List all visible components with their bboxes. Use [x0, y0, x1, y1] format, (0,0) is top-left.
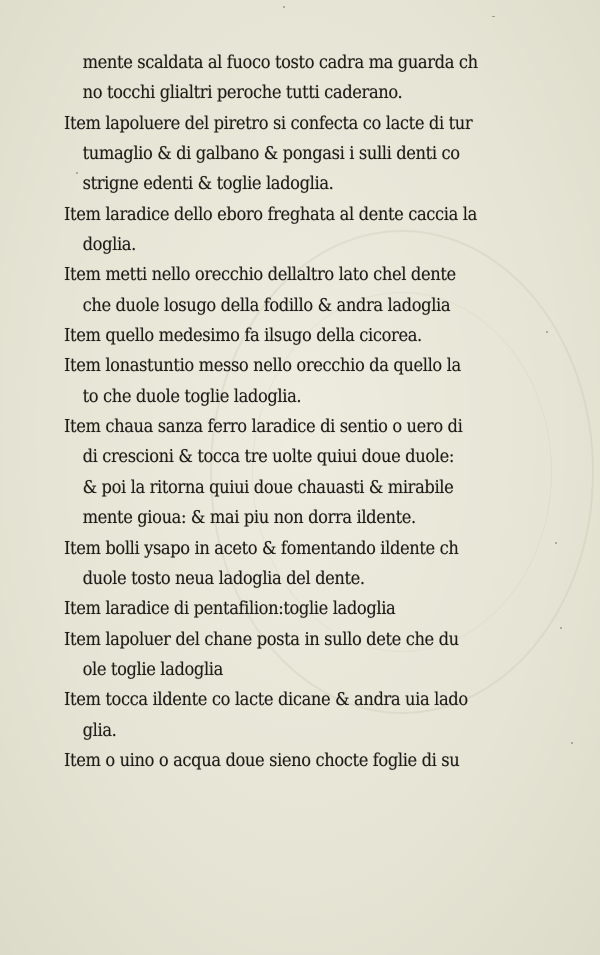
- text-line: Item lapoluer del chane posta in sullo dete che du: [64, 629, 459, 650]
- text-line: Item lonastuntio messo nello orecchio da quello la: [64, 356, 461, 377]
- ink-speck: [492, 16, 495, 17]
- text-line: mente giouа: & mai piu non dorra ildente.: [82, 508, 416, 529]
- text-line: Item tocca ildente co lacte dicane & andra uia lado: [64, 690, 468, 711]
- text-line: glia.: [82, 720, 117, 741]
- text-line: & poi la ritorna quiui doue chauasti & mirabile: [82, 477, 454, 498]
- text-line: mente scaldata al fuoco tosto cadra ma guarda ch: [82, 53, 478, 73]
- text-line: di crescioni & tocca tre uolte quiui doue duole:: [82, 447, 454, 468]
- text-line: Item metti nello orecchio dellaltro lato chel dente: [64, 265, 456, 286]
- text-line: Item o uino o acqua doue sieno chocte foglie di su: [64, 750, 460, 771]
- text-line: to che duole toglie ladoglia.: [82, 386, 302, 407]
- text-column: [64, 48, 584, 776]
- text-line: no tocchi glialtri peroche tutti caderano.: [82, 83, 403, 104]
- text-line: ole toglie ladoglia: [82, 659, 223, 680]
- text-line: tumaglio & di galbano & pongasi i sulli denti co: [82, 144, 460, 165]
- text-line: Item bolli ysapo in aceto & fomentando ildente ch: [64, 538, 459, 559]
- text-line: strigne edenti & toglie ladoglia.: [82, 174, 334, 195]
- ink-speck: [283, 6, 285, 8]
- text-line: doglia.: [82, 235, 136, 256]
- text-line: duole tosto neua ladoglia del dente.: [82, 568, 365, 589]
- text-line: Item laradice di pentafilion:toglie ladoglia: [64, 599, 396, 620]
- text-line: che duole losugo della fodillo & andra ladoglia: [82, 295, 451, 316]
- text-line: Item quello medesimo fa ilsugo della cicorea.: [64, 326, 422, 347]
- text-line: Item chaua sanza ferro laradice di sentio o uero di: [64, 417, 463, 438]
- text-line: Item lapoluere del piretro si confecta co lacte di tur: [64, 113, 473, 134]
- text-line: Item laradice dello eboro freghata al dente caccia la: [64, 204, 477, 225]
